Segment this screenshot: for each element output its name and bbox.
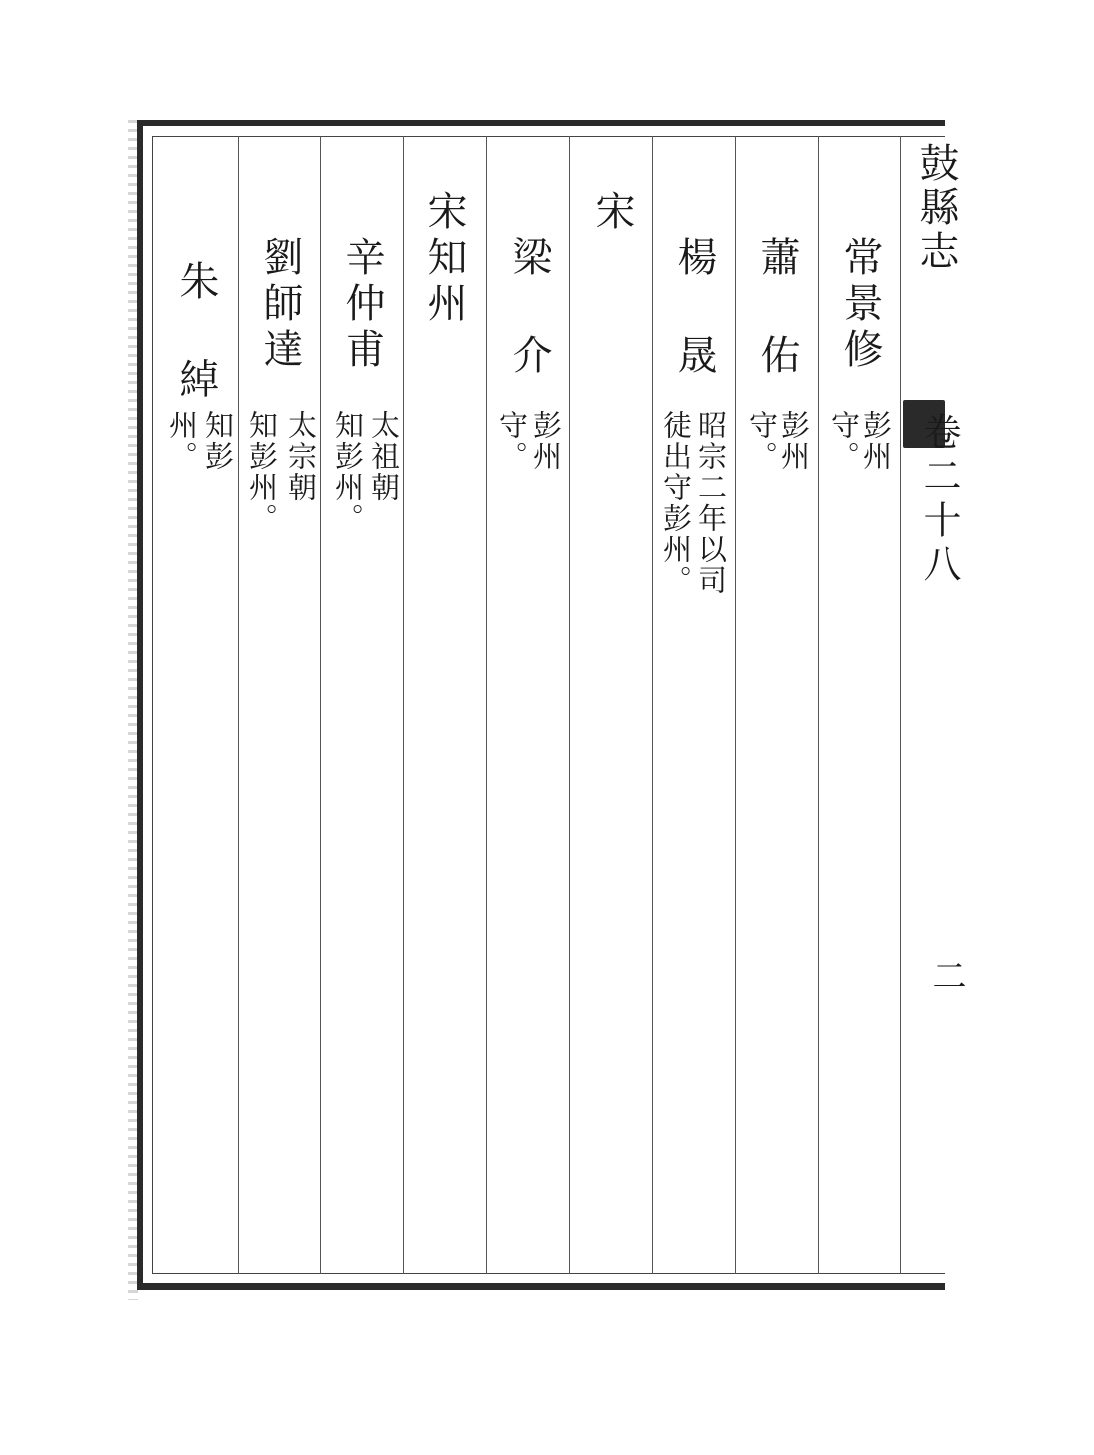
section-heading: 宋知州 bbox=[421, 190, 467, 328]
entry-note: 彭州 bbox=[777, 410, 811, 472]
entry-name: 辛仲甫 bbox=[339, 236, 385, 374]
entry-note: 守。 bbox=[827, 410, 861, 472]
entry-note: 知彭州。 bbox=[331, 410, 365, 534]
entry-name: 朱 綽 bbox=[173, 260, 219, 404]
gutter-title: 鼓縣志 bbox=[913, 142, 959, 274]
entry-note: 州。 bbox=[165, 410, 199, 472]
column-rule bbox=[900, 136, 901, 1274]
entry-name: 劉師達 bbox=[257, 236, 303, 374]
entry-name: 常景修 bbox=[837, 236, 883, 374]
entry-note: 徒出守彭州。 bbox=[659, 410, 693, 596]
column-rule bbox=[735, 136, 736, 1274]
entry-note: 昭宗二年以司 bbox=[694, 410, 728, 596]
column-rule bbox=[818, 136, 819, 1274]
entry-note: 太祖朝 bbox=[367, 410, 401, 503]
entry-note: 守。 bbox=[745, 410, 779, 472]
entry-note: 彭州 bbox=[529, 410, 563, 472]
entry-name: 楊 晟 bbox=[671, 236, 717, 380]
entry-note: 知彭州。 bbox=[245, 410, 279, 534]
entry-note: 彭州 bbox=[859, 410, 893, 472]
entry-note: 太宗朝 bbox=[284, 410, 318, 503]
column-rule bbox=[238, 136, 239, 1274]
column-rule bbox=[486, 136, 487, 1274]
dynasty-heading: 宋 bbox=[589, 190, 635, 236]
column-rule bbox=[569, 136, 570, 1274]
entry-note: 守。 bbox=[495, 410, 529, 472]
column-rule bbox=[652, 136, 653, 1274]
entry-note: 知彭 bbox=[201, 410, 235, 472]
column-rule bbox=[320, 136, 321, 1274]
column-rule bbox=[403, 136, 404, 1274]
entry-name: 梁 介 bbox=[506, 236, 552, 380]
gutter-volume: 卷二十八 bbox=[917, 412, 961, 588]
entry-name: 蕭 佑 bbox=[754, 236, 800, 380]
gutter-page-number: 二 bbox=[926, 958, 966, 996]
